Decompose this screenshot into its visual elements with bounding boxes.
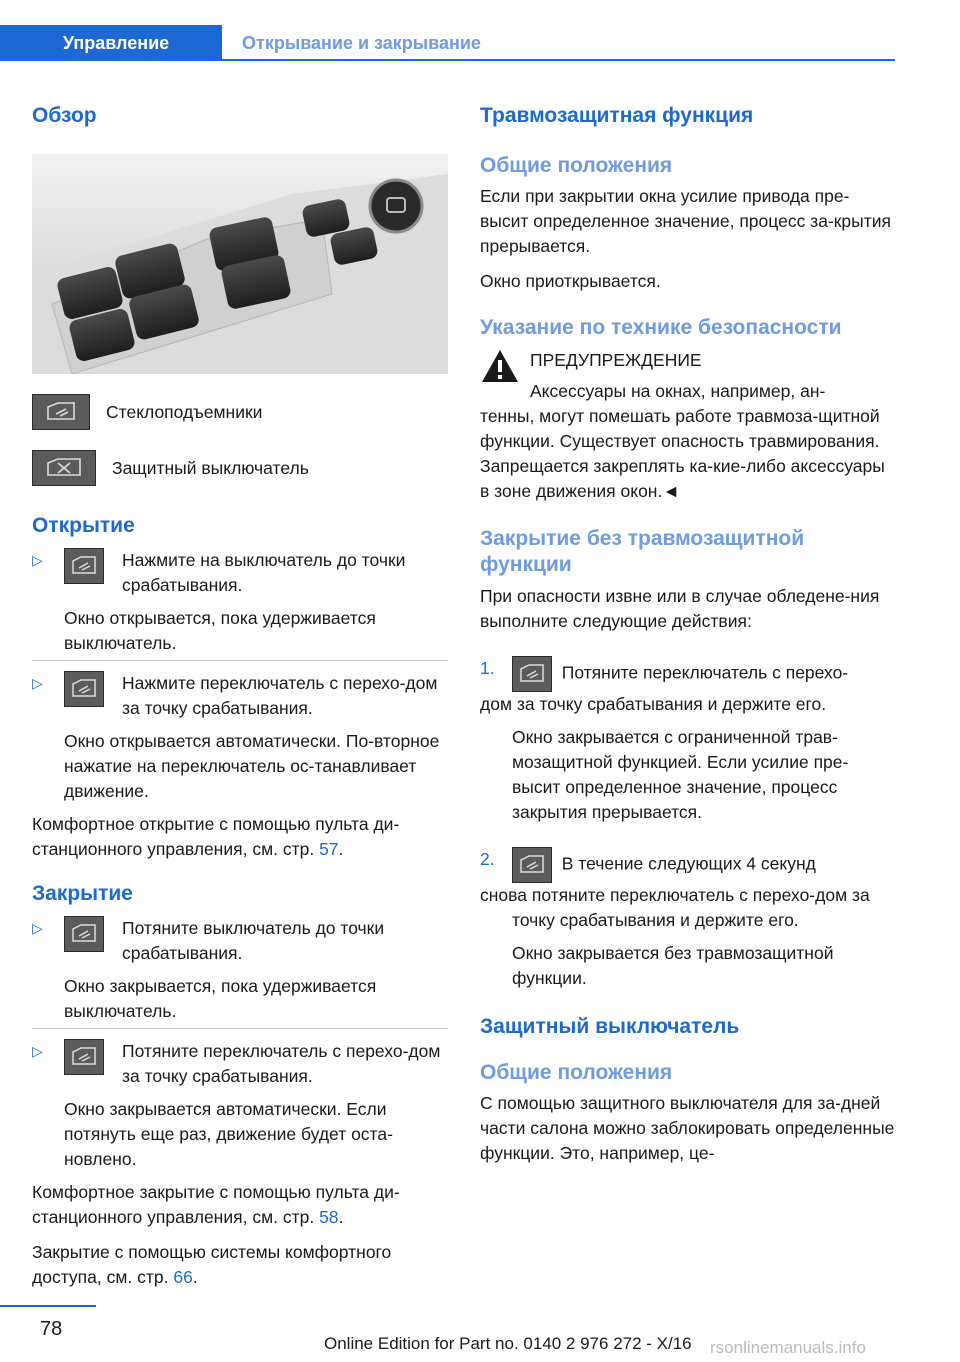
overview-heading: Обзор [32, 104, 97, 127]
page-header [0, 25, 895, 61]
list-item: ▷ Нажмите переключатель с перехо-дом за точку срабатывания. Окно открывается автоматически. По-вторное нажатие на переключатель ос-танавливает движение. [32, 673, 440, 801]
list-item: 1. Потяните переключатель с перехо- [480, 656, 896, 692]
window-lift-icon [64, 671, 104, 707]
window-lift-icon [32, 394, 90, 430]
bullet-triangle-icon: ▷ [32, 1043, 43, 1059]
warning-triangle-icon [480, 348, 520, 384]
comfort-access-text: Закрытие с помощью системы комфортного доступа, см. стр. 66. [32, 1242, 392, 1287]
watermark-site: rsonlinemanuals.info [710, 1338, 866, 1357]
window-lift-icon [512, 656, 552, 692]
legend-label: Защитный выключатель [112, 458, 309, 478]
warning-label: ПРЕДУПРЕЖДЕНИЕ [530, 350, 702, 370]
closing-heading: Закрытие [32, 882, 133, 905]
comfort-close-text: Комфортное закрытие с помощью пульта ди-станционного управления, см. стр. 58. [32, 1182, 400, 1227]
safety-switch-icon [32, 450, 96, 486]
safety-switch-heading: Защитный выключатель [480, 1015, 740, 1038]
switch-general-heading: Общие положения [480, 1061, 673, 1084]
window-lift-icon [64, 548, 104, 584]
page-link[interactable]: 57 [319, 839, 339, 859]
door-switch-panel-illustration [32, 154, 448, 374]
list-item: ▷ Потяните переключатель с перехо-дом за точку срабатывания. Окно закрывается автоматически. Если потянуть еще раз, движение будет оста-новлено. [32, 1041, 441, 1169]
bullet-triangle-icon: ▷ [32, 552, 43, 568]
right-column: Травмозащитная функция Общие положения Если при закрытии окна усилие привода пре-высит определенное значение, процесс за-крытия прерывается. Окно приоткрывается. Указание по технике безопасности ПРЕДУПРЕЖДЕНИЕ Аксессуары на окнах, например, ан- тенны, могут помешать работе травмоза-щитной функции. Существует опасность травмирования. Запрещается закреплять ка-кие-либо аксессуары в зоне движения окон.◄ Закрытие без травмозащитной функции При опасности извне или в случае обледене-ния выполните следующие действия: 1. Потяните переключатель с перехо- дом за точку срабатывания и держите его. Окно закрывается с ограниченной трав-мозащитной функцией. Если усилие пре-высит определенное значение, процесс закрытия прерывается. 2. В течение следующих 4 секунд снова потяните переключатель с перехо-дом за точку срабатывания и держите его. Окно закрывается без травмозащитной функции. Защитный выключатель Общие положения С помощью защитного выключателя для за-дней части салона можно заблокировать определенные функции. Это, например, це- [480, 104, 895, 1163]
legend-window-lift [32, 394, 448, 430]
safety-heading: Указание по технике безопасности [480, 316, 842, 339]
step-number: 2. [480, 849, 495, 869]
section-tab[interactable]: Управление [0, 25, 222, 61]
closing-list [32, 916, 448, 1172]
comfort-open-text: Комфортное открытие с помощью пульта ди-станционного управления, см. стр. 57. [32, 814, 400, 859]
legend-safety-switch [32, 450, 448, 486]
divider [32, 660, 448, 661]
chapter-tab[interactable]: Открывание и закрывание [242, 33, 481, 53]
left-column [32, 96, 448, 1290]
edition-text: Online Edition for Part no. 0140 2 976 272 - X/16 [324, 1334, 692, 1353]
list-item: ▷ Потяните выключатель до точки срабатывания. Окно закрывается, пока удерживается выключатель. [32, 918, 385, 1021]
door-switch-panel-photo [32, 154, 448, 374]
window-lift-icon [512, 847, 552, 883]
opening-heading: Открытие [32, 514, 135, 537]
bullet-triangle-icon: ▷ [32, 920, 43, 936]
warning-text: тенны, могут помешать работе травмоза-щитной функции. Существует опасность травмирования. Запрещается закреплять ка-кие-либо аксессуары в зоне движения окон.◄ [480, 406, 885, 501]
footer-divider [0, 1305, 96, 1307]
bullet-triangle-icon: ▷ [32, 675, 43, 691]
page-link[interactable]: 58 [319, 1207, 339, 1227]
divider [32, 1028, 448, 1029]
page-number: 78 [40, 1318, 63, 1340]
page-link[interactable]: 66 [173, 1267, 193, 1287]
window-lift-icon [64, 916, 104, 952]
warning-block: ПРЕДУПРЕЖДЕНИЕ Аксессуары на окнах, например, ан- [480, 348, 896, 404]
step-number: 1. [480, 658, 495, 678]
no-pinch-heading: Закрытие без травмозащитной функции [480, 527, 805, 576]
header-divider [222, 59, 895, 61]
list-item: 2. В течение следующих 4 секунд [480, 847, 896, 883]
opening-list [32, 548, 448, 804]
pinch-protection-heading: Травмозащитная функция [480, 104, 754, 127]
general-heading: Общие положения [480, 154, 673, 177]
list-item: ▷ Нажмите на выключатель до точки срабатывания. Окно открывается, пока удерживается выключатель. [32, 550, 406, 653]
legend-label: Стеклоподъемники [106, 402, 263, 422]
window-lift-icon [64, 1039, 104, 1075]
